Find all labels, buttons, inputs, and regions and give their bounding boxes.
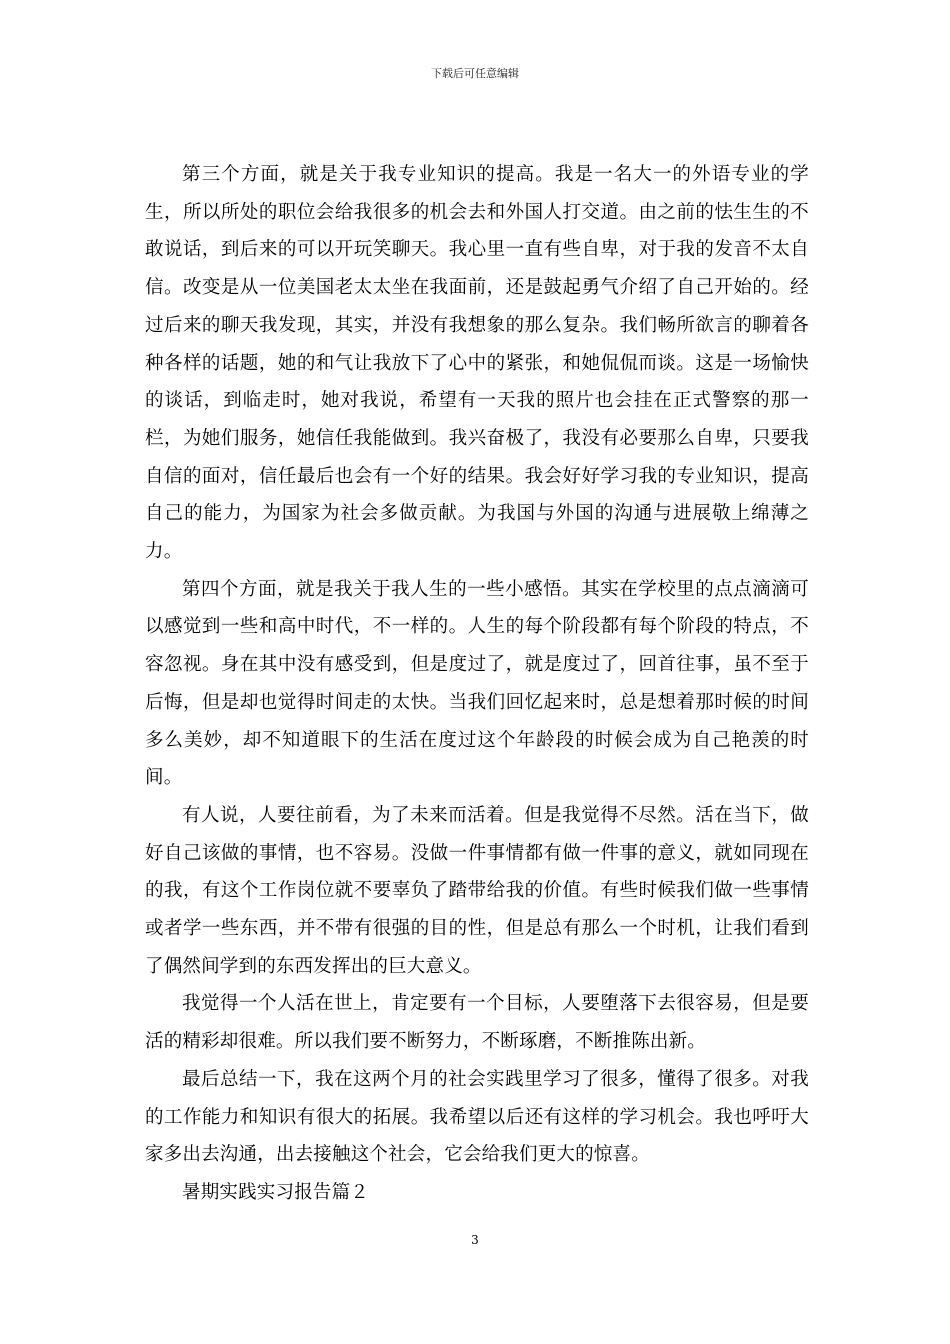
page-header: 下载后可任意编辑 (431, 67, 519, 80)
paragraph-major-knowledge: 第三个方面，就是关于我专业知识的提高。我是一名大一的外语专业的学生，所以所处的职位会给我很多的机会去和外国人打交道。由之前的怯生生的不敢说话，到后来的可以开玩笑聊天。我心里一直有些自卑，对于我的发音不太自信。改变是从一位美国老太太坐在我面前，还是鼓起勇气介绍了自己开始的。经过后来的聊天我发现，其实，并没有我想象的那么复杂。我们畅所欲言的聊着各种各样的话题，她的和气让我放下了心中的紧张，和她侃侃而谈。这是一场愉快的谈话，到临走时，她对我说，希望有一天我的照片也会挂在正式警察的那一栏，为她们服务，她信任我能做到。我兴奋极了，我没有必要那么自卑，只要我自信的面对，信任最后也会有一个好的结果。我会好好学习我的专业知识，提高自己的能力，为国家为社会多做贡献。为我国与外国的沟通与进展敬上绵薄之力。 (145, 164, 809, 563)
paragraph-summary: 最后总结一下，我在这两个月的社会实践里学习了很多，懂得了很多。对我的工作能力和知识有很大的拓展。我希望以后还有这样的学习机会。我也呼吁大家多出去沟通，出去接触这个社会，它会给我们更大的惊喜。 (145, 1068, 809, 1166)
document-body (145, 156, 809, 1212)
page-number: 3 (471, 1233, 479, 1247)
paragraph-life-insights: 第四个方面，就是我关于我人生的一些小感悟。其实在学校里的点点滴滴可以感觉到一些和高中时代，不一样的。人生的每个阶段都有每个阶段的特点，不容忽视。身在其中没有感受到，但是度过了，就是度过了，回首往事，虽不至于后悔，但是却也觉得时间走的太快。当我们回忆起来时，总是想着那时候的时间多么美妙，却不知道眼下的生活在度过这个年龄段的时候会成为自己艳羡的时间。 (145, 578, 809, 789)
section-subheading: 暑期实践实习报告篇２ (182, 1181, 370, 1203)
paragraph-goal: 我觉得一个人活在世上，肯定要有一个目标，人要堕落下去很容易，但是要活的精彩却很难。所以我们要不断努力，不断琢磨，不断推陈出新。 (145, 993, 809, 1053)
paragraph-live-in-present: 有人说，人要往前看，为了未来而活着。但是我觉得不尽然。活在当下，做好自己该做的事情，也不容易。没做一件事情都有做一件事的意义，就如同现在的我，有这个工作岗位就不要辜负了踏带给我的价值。有些时候我们做一些事情或者学一些东西，并不带有很强的目的性，但是总有那么一个时机，让我们看到了偶然间学到的东西发挥出的巨大意义。 (145, 804, 809, 977)
